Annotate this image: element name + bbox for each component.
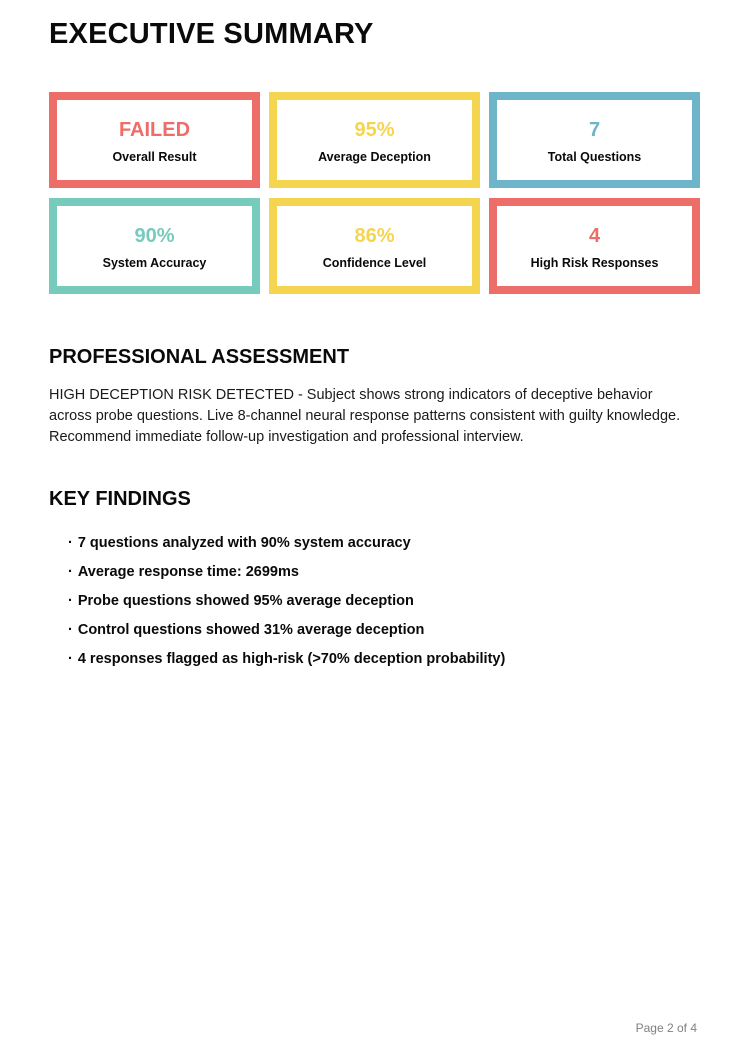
stat-label: Overall Result bbox=[112, 149, 197, 164]
bullet-icon: · bbox=[68, 593, 73, 609]
stat-value: FAILED bbox=[118, 118, 191, 141]
key-findings-list bbox=[49, 536, 694, 667]
stat-value: 7 bbox=[588, 118, 601, 141]
stat-card-total-questions bbox=[489, 92, 700, 188]
stat-card-overall-result bbox=[49, 92, 260, 188]
bullet-icon: · bbox=[68, 622, 73, 638]
stat-value: 86% bbox=[354, 224, 395, 247]
page-number: Page 2 of 4 bbox=[635, 1021, 697, 1035]
finding-text: 7 questions analyzed with 90% system accuracy bbox=[77, 535, 411, 551]
stat-card-confidence-level bbox=[269, 198, 480, 294]
bullet-icon: · bbox=[68, 651, 73, 667]
stat-card-system-accuracy bbox=[49, 198, 260, 294]
finding-item bbox=[68, 623, 694, 638]
stat-label: Total Questions bbox=[547, 149, 642, 164]
assessment-heading: PROFESSIONAL ASSESSMENT bbox=[49, 346, 350, 368]
stat-label: Average Deception bbox=[318, 149, 431, 164]
finding-text: Control questions showed 31% average deception bbox=[77, 622, 425, 638]
stat-label: System Accuracy bbox=[102, 255, 207, 270]
finding-text: Probe questions showed 95% average deception bbox=[77, 593, 414, 609]
stat-value: 4 bbox=[588, 224, 601, 247]
finding-text: 4 responses flagged as high-risk (>70% deception probability) bbox=[77, 651, 506, 667]
key-findings-heading: KEY FINDINGS bbox=[49, 488, 191, 510]
stat-label: High Risk Responses bbox=[530, 255, 659, 270]
finding-item bbox=[68, 652, 694, 667]
stat-card-high-risk-responses bbox=[489, 198, 700, 294]
stat-value: 95% bbox=[354, 118, 395, 141]
finding-item bbox=[68, 536, 694, 551]
finding-item bbox=[68, 565, 694, 580]
stat-card-grid bbox=[49, 92, 700, 294]
bullet-icon: · bbox=[68, 564, 73, 580]
finding-text: Average response time: 2699ms bbox=[77, 564, 299, 580]
stat-value: 90% bbox=[134, 224, 175, 247]
bullet-icon: · bbox=[68, 535, 73, 551]
stat-label: Confidence Level bbox=[322, 255, 427, 270]
stat-card-average-deception bbox=[269, 92, 480, 188]
finding-item bbox=[68, 594, 694, 609]
page-title: EXECUTIVE SUMMARY bbox=[49, 18, 374, 50]
assessment-body-text: HIGH DECEPTION RISK DETECTED - Subject shows strong indicators of deceptive behavior across probe questions. Live 8-channel neural response patterns consistent with guilty knowledge. Recommend immediate follow-up investigation and professional interview. bbox=[49, 387, 681, 445]
